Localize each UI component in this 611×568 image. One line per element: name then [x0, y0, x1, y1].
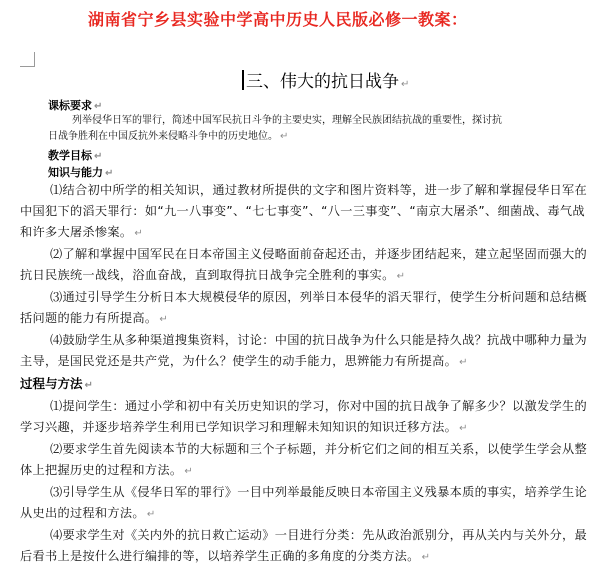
paragraph-mark-icon: ↵	[421, 552, 431, 563]
paragraph-mark-icon: ↵	[94, 101, 103, 112]
knowledge-item-4: ⑷鼓励学生从多种渠道搜集资料，讨论：中国的抗日战争为什么只能是持久战？抗战中哪种力量为主导，是国民党还是共产党，为什么？使学生的动手能力，思辨能力有所提高。 ↵	[20, 333, 587, 368]
paragraph-mark-icon: ↵	[159, 314, 169, 325]
paragraph-mark-icon: ↵	[146, 509, 156, 520]
knowledge-item-3: ⑶通过引导学生分析日本大规模侵华的原因，列举日本侵华的滔天罪行，使学生分析问题和总结概括问题的能力有所提高。 ↵	[20, 290, 587, 325]
paragraph-mark-icon: ↵	[459, 423, 468, 434]
paragraph-mark-icon: ↵	[401, 79, 410, 90]
process-item-4: ⑷要求学生对《关内外的抗日救亡运动》一目进行分类：先从政治派别分，再从关内与关外分，最后看书上是按什么进行编排的等，以培养学生正确的多角度的分类方法。 ↵	[20, 528, 587, 563]
document-title: 湖南省宁乡县实验中学高中历史人民版必修一教案：	[88, 10, 468, 29]
process-item-2: ⑵要求学生首先阅读本节的大标题和三个子标题，并分析它们之间的相互关系，以使学生学会从整体上把握历史的过程和方法。 ↵	[20, 442, 587, 477]
paragraph-mark-icon: ↵	[134, 228, 144, 239]
knowledge-item-2: ⑵了解和掌握中国军民在日本帝国主义侵略面前奋起还击，并逐步团结起来，建立起坚固而强大的抗日民族统一战线，浴血奋战，直到取得抗日战争完全胜利的事实。 ↵	[20, 247, 587, 282]
paragraph-mark-icon: ↵	[94, 151, 103, 162]
page-corner-mark	[20, 52, 35, 67]
text-cursor	[242, 70, 244, 90]
paragraph-mark-icon: ↵	[396, 271, 406, 282]
paragraph-mark-icon: ↵	[280, 131, 289, 142]
paragraph-mark-icon: ↵	[105, 168, 114, 179]
page-header	[0, 0, 611, 38]
curriculum-heading: 课标要求 ↵	[48, 99, 103, 112]
main-body	[20, 180, 595, 568]
process-item-1: ⑴提问学生：通过小学和初中有关历史知识的学习，你对中国的抗日战争了解多少？以激发学生的学习兴趣，并逐步培养学生利用已学知识学习和理解未知知识的知识迁移方法。 ↵	[20, 399, 587, 434]
knowledge-item-1: ⑴结合初中所学的相关知识，通过教材所提供的文字和图片资料等，进一步了解和掌握侵华日军在中国犯下的滔天罪行：如“九一八事变”、“七七事变”、“八一三事变”、“南京大屠杀”、细菌战、毒气战和许多大屠杀惨案。 ↵	[20, 183, 587, 239]
knowledge-ability-heading: 知识与能力 ↵	[48, 166, 114, 179]
process-item-3: ⑶引导学生从《侵华日军的罪行》一目中列举最能反映日本帝国主义残暴本质的事实，培养学生论从史出的过程和方法。 ↵	[20, 485, 587, 520]
paragraph-mark-icon: ↵	[184, 466, 194, 477]
paragraph-mark-icon: ↵	[84, 380, 93, 391]
section-title: 三、伟大的抗日战争 ↵	[242, 67, 409, 92]
teaching-goals-heading: 教学目标 ↵	[48, 149, 103, 162]
curriculum-text: 列举侵华日军的罪行，简述中国军民抗日斗争的主要史实，理解全民族团结抗战的重要性，探讨抗 日战争胜利在中国反抗外来侵略斗争中的历史地位。 ↵	[48, 115, 502, 142]
embedded-document-snippet	[20, 40, 611, 182]
paragraph-mark-icon: ↵	[459, 357, 468, 368]
process-method-heading: 过程与方法 ↵	[20, 376, 93, 391]
